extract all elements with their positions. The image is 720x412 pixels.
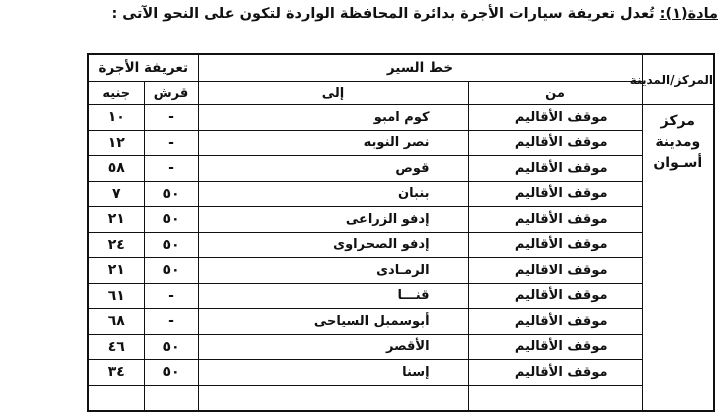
from-cell: موقف الأقاليم xyxy=(468,181,642,207)
pound-cell: ٢٤ xyxy=(88,232,144,258)
pound-cell: ٦١ xyxy=(88,283,144,309)
table-row xyxy=(88,360,714,386)
qirsh-cell: ٥٠ xyxy=(144,207,198,233)
from-cell: موقف الأقاليم xyxy=(468,130,642,156)
table-row xyxy=(88,156,714,182)
table-row xyxy=(88,309,714,335)
pound-cell: ٣٤ xyxy=(88,360,144,386)
to-cell: الأقصر xyxy=(198,334,468,360)
table-row xyxy=(88,283,714,309)
article-heading xyxy=(0,6,718,22)
to-cell: قوص xyxy=(198,156,468,182)
pound-cell: ٥٨ xyxy=(88,156,144,182)
qirsh-cell: - xyxy=(144,130,198,156)
article-number: مادة(١): xyxy=(659,6,718,22)
table-row xyxy=(88,130,714,156)
table-row xyxy=(88,181,714,207)
fare-table xyxy=(87,53,715,412)
qirsh-cell xyxy=(144,385,198,411)
pound-cell: ٢١ xyxy=(88,207,144,233)
article-text: تُعدل تعريفة سيارات الأجرة بدائرة المحافظة الواردة لتكون على النحو الآتى : xyxy=(111,6,660,22)
table-row xyxy=(88,105,714,131)
from-cell: موقف الأقاليم xyxy=(468,283,642,309)
pound-cell: ٤٦ xyxy=(88,334,144,360)
pound-cell xyxy=(88,385,144,411)
fare-column-header: تعريفة الأجرة xyxy=(88,54,198,82)
to-cell: بنبان xyxy=(198,181,468,207)
qirsh-cell: - xyxy=(144,309,198,335)
city-name-line2: أسـوان xyxy=(653,155,703,171)
city-name-line1: مركز ومدينة xyxy=(655,113,701,150)
from-cell: موقف الأقاليم xyxy=(468,334,642,360)
city-cell xyxy=(642,105,714,412)
qirsh-cell: ٥٠ xyxy=(144,334,198,360)
pound-cell: ٧ xyxy=(88,181,144,207)
from-cell: موقف الأقاليم xyxy=(468,207,642,233)
from-cell: موقف الأقاليم xyxy=(468,360,642,386)
to-cell xyxy=(198,385,468,411)
qirsh-cell: - xyxy=(144,105,198,131)
pound-column-header: جنيه xyxy=(88,82,144,105)
table-row xyxy=(88,258,714,284)
to-cell: إدفو الصحراوى xyxy=(198,232,468,258)
to-cell: إدفو الزراعى xyxy=(198,207,468,233)
to-cell: كوم امبو xyxy=(198,105,468,131)
route-column-header: خط السير xyxy=(198,54,642,82)
qirsh-cell: ٥٠ xyxy=(144,360,198,386)
table-row xyxy=(88,232,714,258)
table-row xyxy=(88,207,714,233)
table-row xyxy=(88,334,714,360)
to-cell: الرمـادى xyxy=(198,258,468,284)
from-column-header: من xyxy=(468,82,642,105)
from-cell: موقف الأقاليم xyxy=(468,105,642,131)
qirsh-cell: ٥٠ xyxy=(144,181,198,207)
pound-cell: ١٠ xyxy=(88,105,144,131)
qirsh-cell: - xyxy=(144,283,198,309)
to-column-header: إلى xyxy=(198,82,468,105)
from-cell: موقف الأقاليم xyxy=(468,309,642,335)
to-cell: نصر النوبه xyxy=(198,130,468,156)
to-cell: إسنا xyxy=(198,360,468,386)
to-cell: أبوسمبل السياحى xyxy=(198,309,468,335)
from-cell xyxy=(468,385,642,411)
from-cell: موقف الأقاليم xyxy=(468,156,642,182)
qirsh-cell: ٥٠ xyxy=(144,232,198,258)
qirsh-cell: - xyxy=(144,156,198,182)
qirsh-cell: ٥٠ xyxy=(144,258,198,284)
qirsh-column-header: قرش xyxy=(144,82,198,105)
from-cell: موقف الأقاليم xyxy=(468,232,642,258)
to-cell: قنـــا xyxy=(198,283,468,309)
pound-cell: ١٢ xyxy=(88,130,144,156)
pound-cell: ٢١ xyxy=(88,258,144,284)
from-cell: موقف الاقاليم xyxy=(468,258,642,284)
pound-cell: ٦٨ xyxy=(88,309,144,335)
table-row-cut-off xyxy=(88,385,714,411)
city-column-header: المركز/المدينة xyxy=(642,54,714,105)
